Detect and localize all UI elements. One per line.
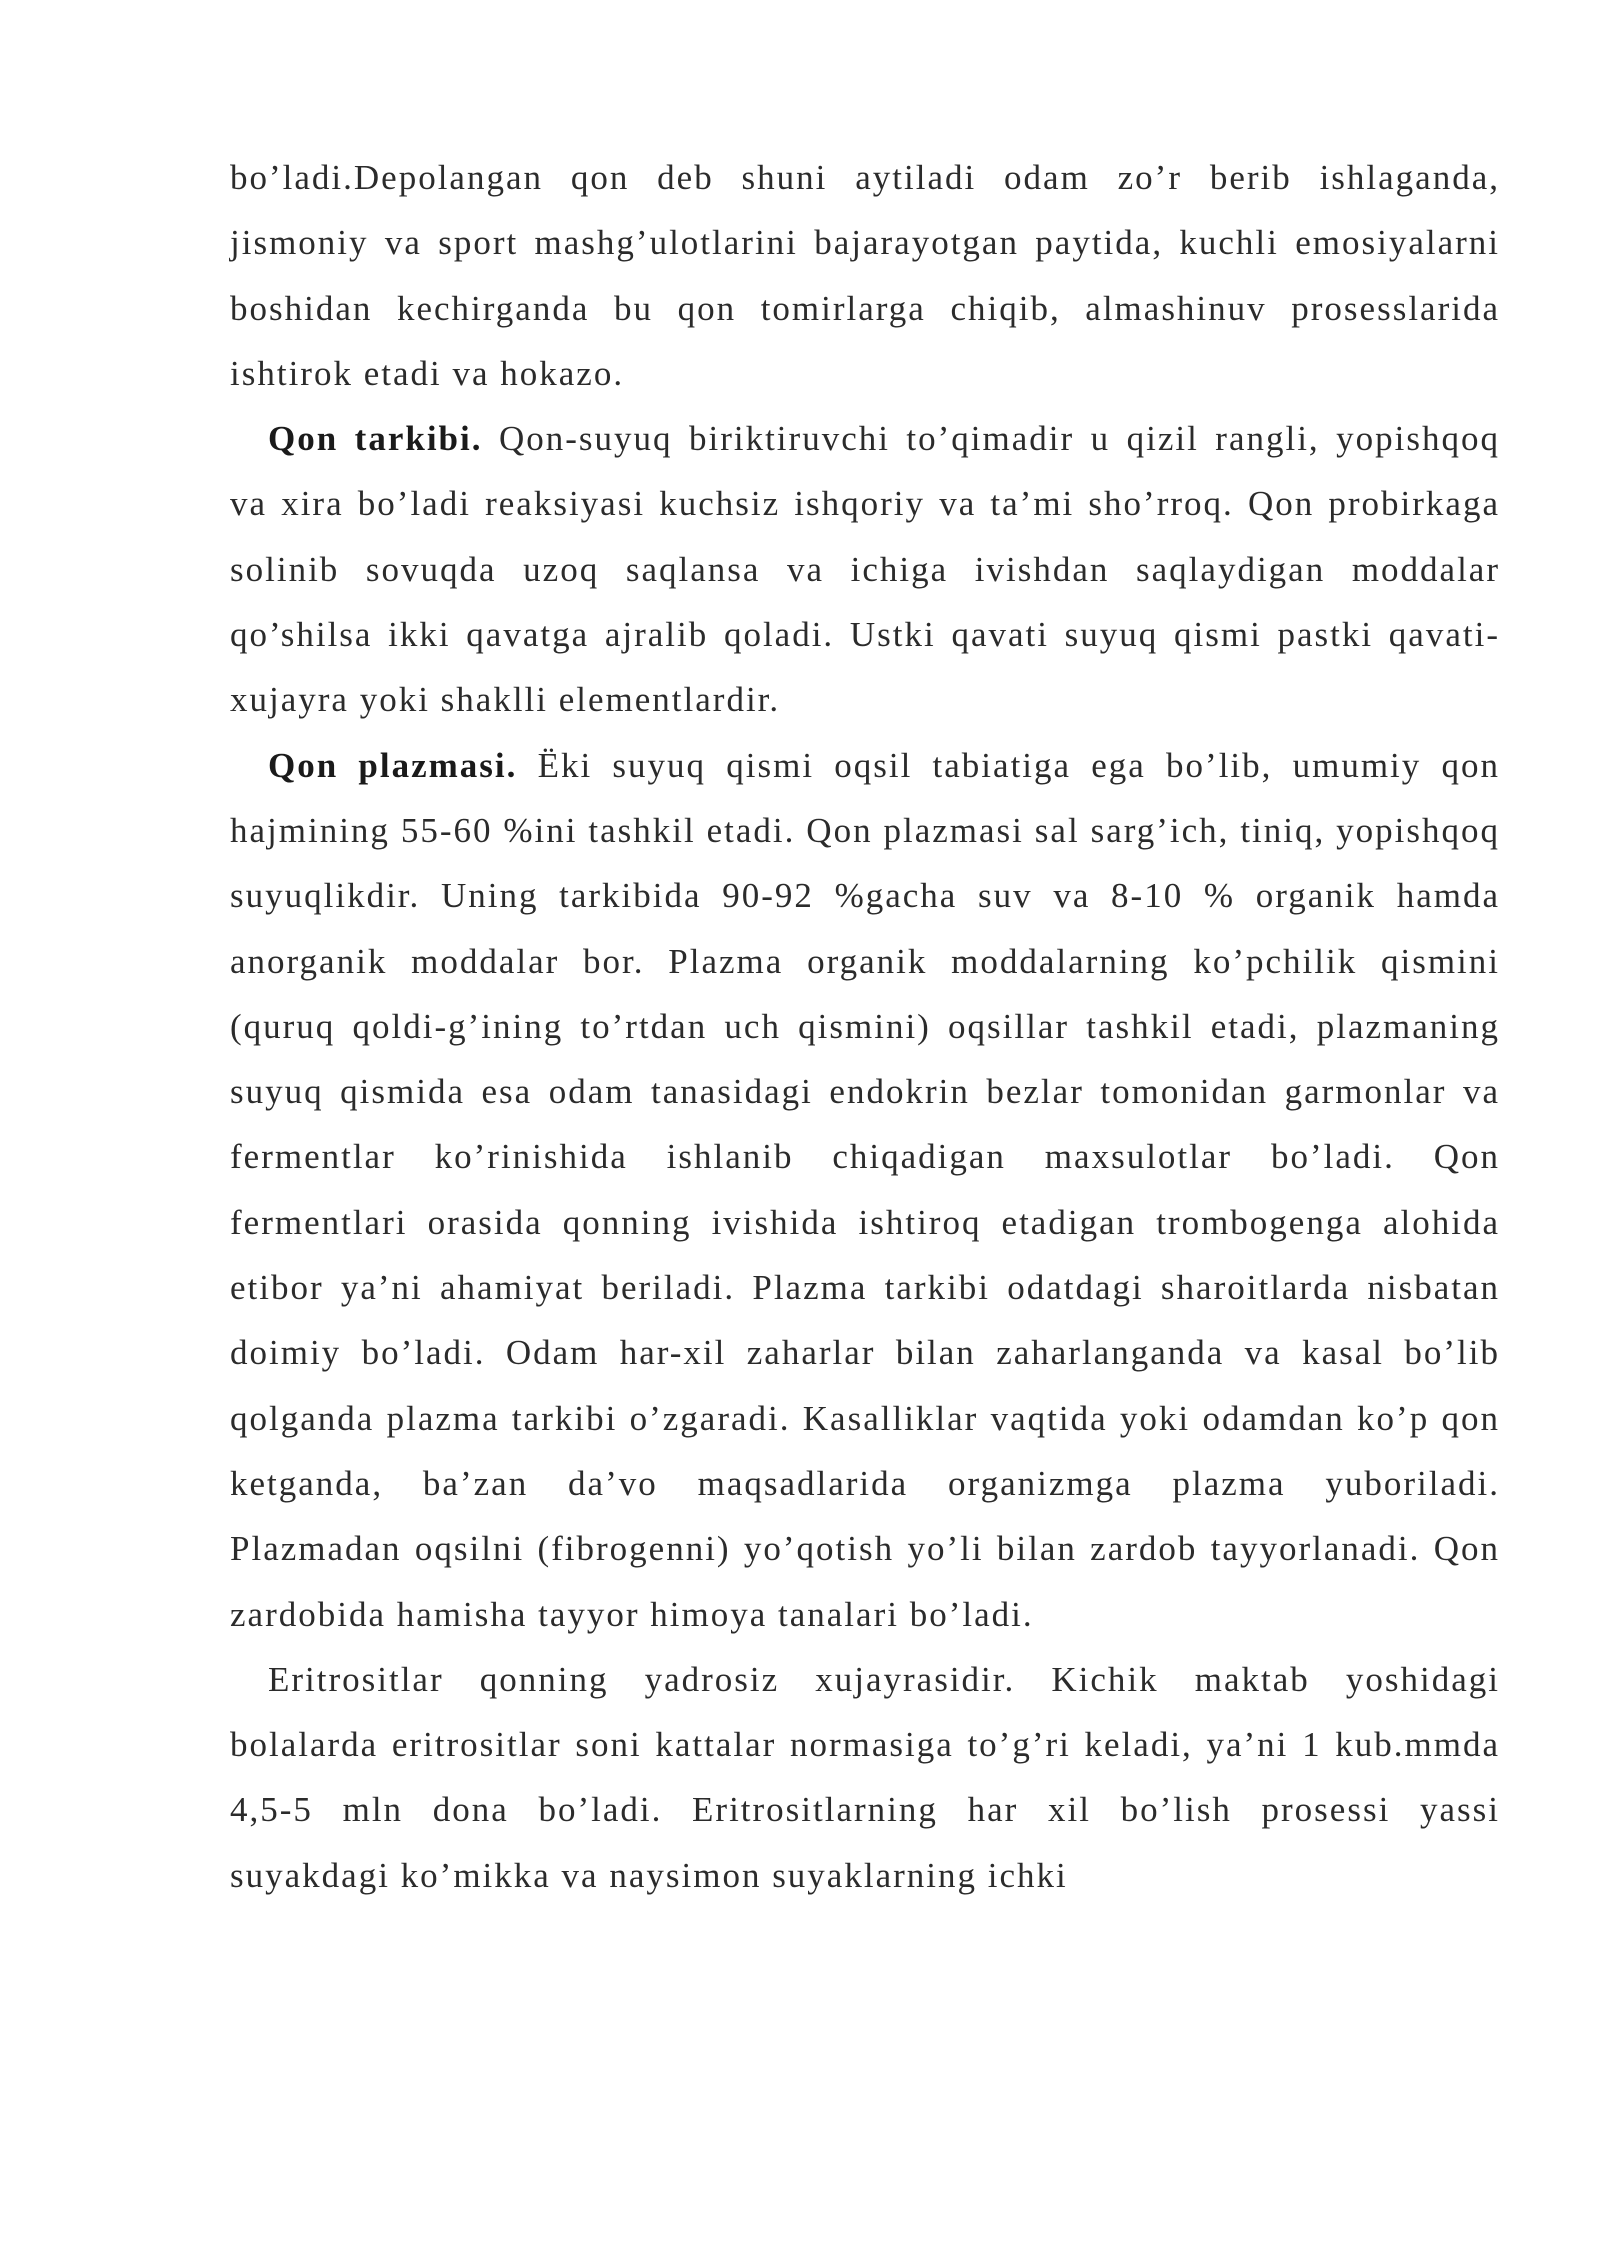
paragraph-qon-plazmasi <box>230 733 1500 1647</box>
paragraph-text: Eritrositlar qonning yadrosiz xujayrasidir. Kichik maktab yoshidagi bolalarda eritrositlar soni kattalar normasiga to’g’ri keladi, ya’ni 1 kub.mmda 4,5-5 mln dona bo’ladi. Eritrositlarning har xil bo’lish prosessi yassi suyakdagi ko’mikka va naysimon suyaklarning ichki <box>230 1659 1500 1895</box>
paragraph-eritrositlar <box>230 1647 1500 1908</box>
document-body <box>230 145 1500 1908</box>
paragraph-qon-tarkibi <box>230 406 1500 732</box>
section-heading-qon-tarkibi: Qon tarkibi. <box>268 419 483 459</box>
paragraph-depolangan-qon <box>230 145 1500 406</box>
section-heading-qon-plazmasi: Qon plazmasi. <box>268 745 518 785</box>
paragraph-text: Qon-suyuq biriktiruvchi to’qimadir u qizil rangli, yopishqoq va xira bo’ladi reaksiyasi kuchsiz ishqoriy va ta’mi sho’rroq. Qon probirkaga solinib sovuqda uzoq saqlansa va ichiga ivishdan saqlaydigan moddalar qo’shilsa ikki qavatga ajralib qoladi. Ustki qavati suyuq qismi pastki qavati-xujayra yoki shaklli elementlardir. <box>230 419 1500 720</box>
paragraph-text: bo’ladi.Depolangan qon deb shuni aytiladi odam zo’r berib ishlaganda, jismoniy va sport mashg’ulotlarini bajarayotgan paytida, kuchli emosiyalarni boshidan kechirganda bu qon tomirlarga chiqib, almashinuv prosesslarida ishtirok etadi va hokazo. <box>230 158 1500 393</box>
paragraph-text: Ёki suyuq qismi oqsil tabiatiga ega bo’lib, umumiy qon hajmining 55-60 %ini tashkil etadi. Qon plazmasi sal sarg’ich, tiniq, yopishqoq suyuqlikdir. Uning tarkibida 90-92 %gacha suv va 8-10 % organik hamda anorganik moddalar bor. Plazma organik moddalarning ko’pchilik qismini (quruq qoldi-g’ining to’rtdan uch qismini) oqsillar tashkil etadi, plazmaning suyuq qismida esa odam tanasidagi endokrin bezlar tomonidan garmonlar va fermentlar ko’rinishida ishlanib chiqadigan maxsulotlar bo’ladi. Qon fermentlari orasida qonning ivishida ishtiroq etadigan trombogenga alohida etibor ya’ni ahamiyat beriladi. Plazma tarkibi odatdagi sharoitlarda nisbatan doimiy bo’ladi. Odam har-xil zaharlar bilan zaharlanganda va kasal bo’lib qolganda plazma tarkibi o’zgaradi. Kasalliklar vaqtida yoki odamdan ko’p qon ketganda, ba’zan da’vo maqsadlarida organizmga plazma yuboriladi. Plazmadan oqsilni (fibrogenni) yo’qotish yo’li bilan zardob tayyorlanadi. Qon zardobida hamisha tayyor himoya tanalari bo’ladi. <box>230 745 1500 1634</box>
